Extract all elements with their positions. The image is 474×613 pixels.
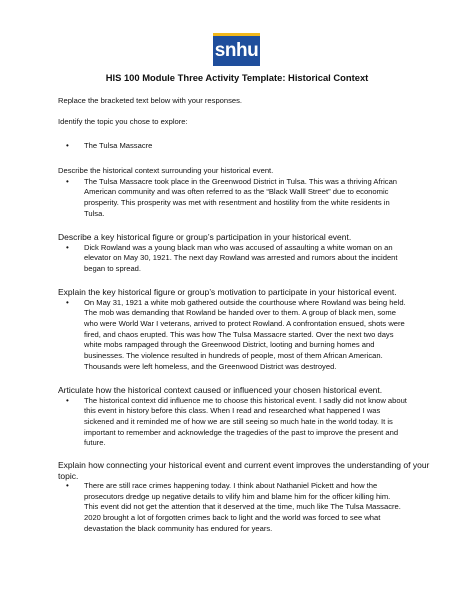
section-answer: • There are still race crimes happening today. I think about Nathaniel Pickett and how the prosecutors dredge up negative details to vilify him and blame him for the officer killing him. This event did not get the attention that it deserved at the time, much like The Tulsa Massacre. 2020 brought a lot of forgotten crimes back to light and the world was forced to see what devastation the black community has endured for years. xyxy=(66,481,401,533)
intro-text: Replace the bracketed text below with your responses. xyxy=(58,96,243,105)
section-prompt: Explain the key historical figure or group’s motivation to participate in your historical event. xyxy=(58,287,397,297)
document-title: HIS 100 Module Three Activity Template: Historical Context xyxy=(105,72,369,83)
section-answer: • The Tulsa Massacre took place in the Greenwood District in Tulsa. This was a thriving African American community and was often referred to as the “Black Walll Street” due to economic prosperity. This prosperity was met with resentment and hostility from the white residents in Tulsa. xyxy=(66,176,398,218)
bullet-icon: • xyxy=(66,395,69,405)
section-answer: • Dick Rowland was a young black man who was accused of assaulting a white woman on an elevator on May 30, 1921. The next day Rowland was arrested and rumors about the incident began to spread. xyxy=(66,242,398,273)
bullet-icon: • xyxy=(66,242,69,252)
bullet-icon: • xyxy=(66,481,69,490)
bullet-icon: • xyxy=(66,297,69,307)
topic-answer: • The Tulsa Massacre xyxy=(66,141,153,150)
section-prompt: Describe a key historical figure or group’s participation in your historical event. xyxy=(58,232,352,242)
snhu-logo: snhu xyxy=(213,36,260,66)
section-1 xyxy=(58,166,438,220)
topic-prompt: Identify the topic you chose to explore: xyxy=(58,117,188,126)
section-prompt: Describe the historical context surrounding your historical event. xyxy=(58,166,274,175)
section-answer: • The historical context did influence me to choose this historical event. I sadly did not know about this event in history before this class. When I read and researched what happened I was sickened and it reminded me of how we are still seeing so much hate in the world today. It is important to remember and acknowledge the tragedies of the past to improve the present and future. xyxy=(66,395,407,448)
section-answer: • On May 31, 1921 a white mob gathered outside the courthouse where Rowland was being held. The mob was demanding that Rowland be handed over to them. A group of black men, some who were World War I veterans, arrived to protect Rowland. A confrontation ensued, shots were fired, and chaos erupted. This was how The Tulsa Massacre started. Over the next two days white mobs rampaged through the Greenwood District, looting and burning homes and businesses. The violence resulted in hundreds of people, most of them African American. Thousands were left homeless, and the Greenwood District was destroyed. xyxy=(66,297,406,371)
section-prompt: Explain how connecting your historical event and current event improves the understanding of your topic. xyxy=(58,460,430,481)
section-5 xyxy=(58,460,438,535)
bullet-icon: • xyxy=(66,176,69,186)
bullet-icon: • xyxy=(66,141,69,150)
section-4 xyxy=(58,385,438,449)
section-prompt: Articulate how the historical context caused or influenced your chosen historical event. xyxy=(58,385,383,395)
section-2 xyxy=(58,232,438,275)
section-3 xyxy=(58,287,438,372)
